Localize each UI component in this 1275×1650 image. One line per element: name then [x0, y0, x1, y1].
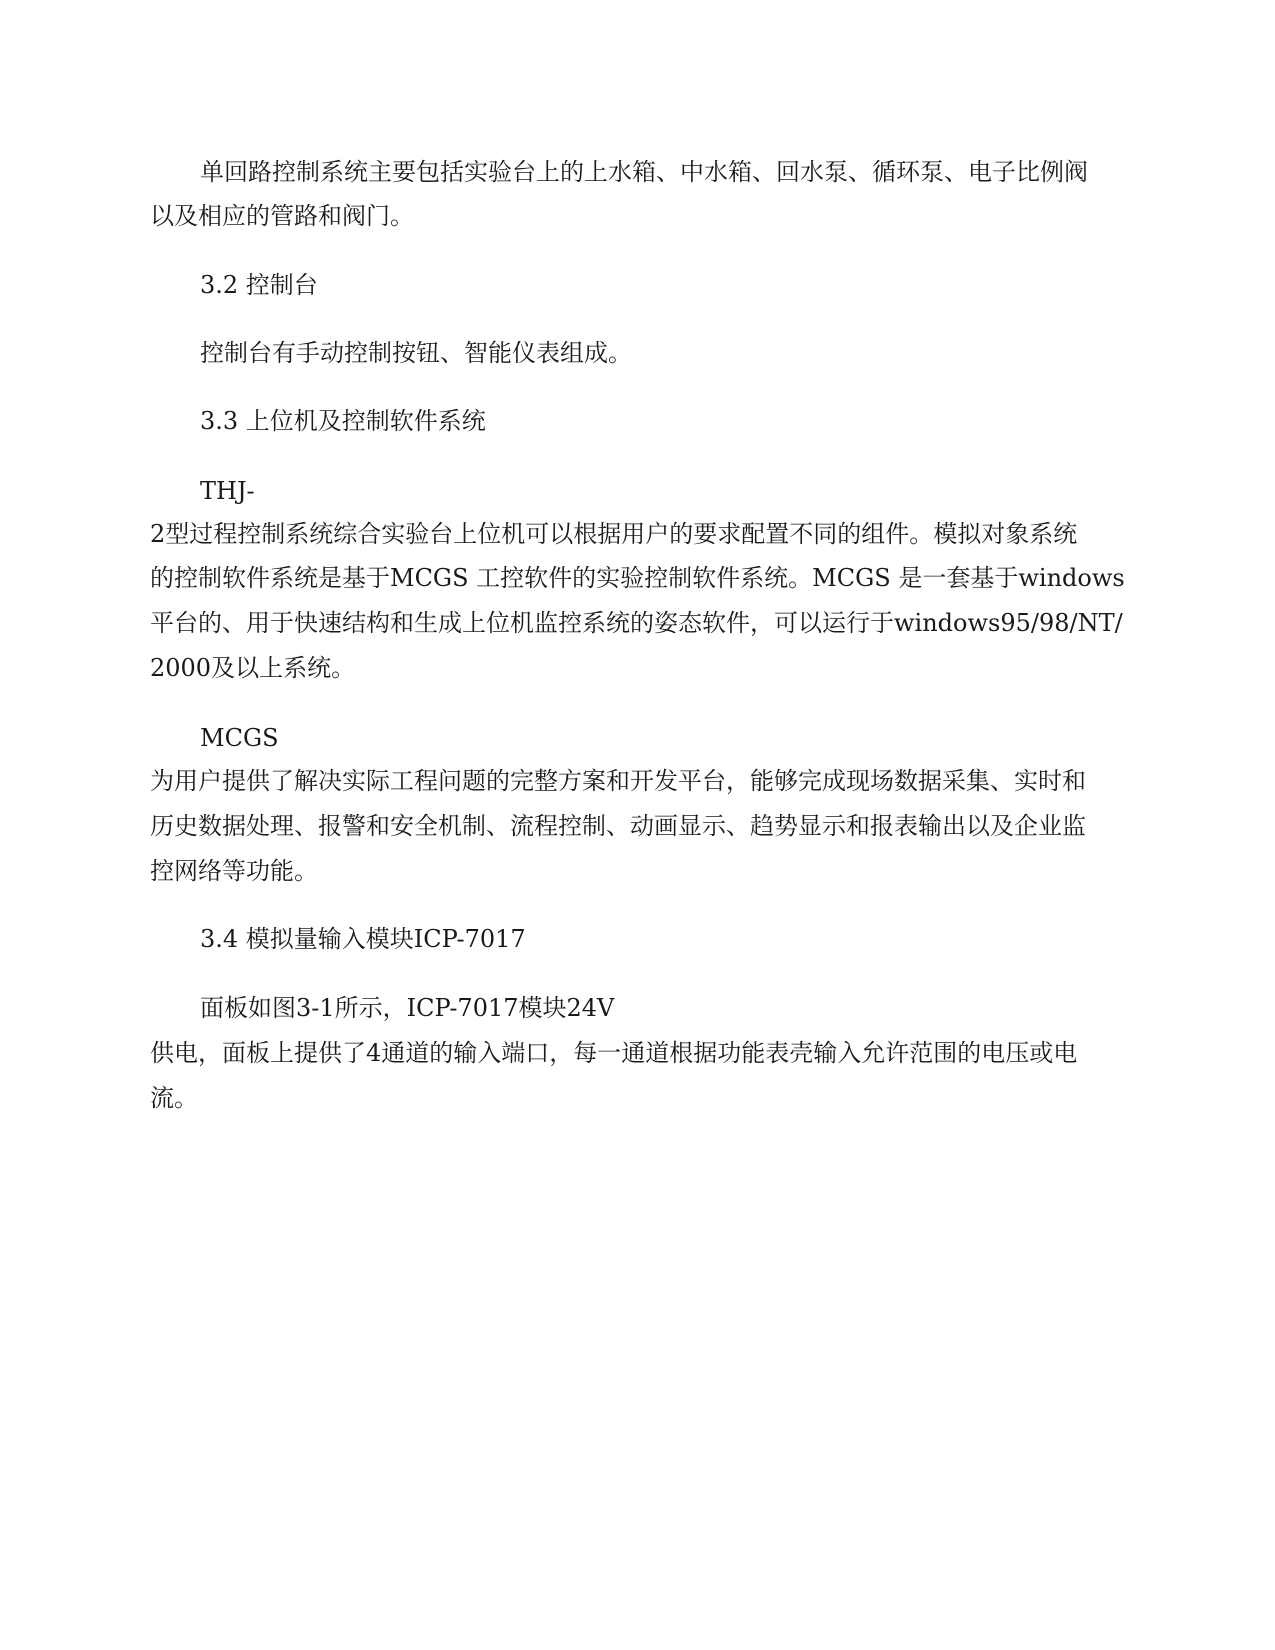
paragraph-intro-line-2: 以及相应的管路和阀门。 — [150, 202, 414, 230]
paragraph-intro-line-1: 单回路控制系统主要包括实验台上的上水箱、中水箱、回水泵、循环泵、电子比例阀 — [200, 158, 1088, 186]
paragraph-software-line-2: 2型过程控制系统综合实验台上位机可以根据用户的要求配置不同的组件。模拟对象系统 — [150, 520, 1078, 548]
paragraph-mcgs-line-1: MCGS — [200, 724, 279, 752]
section-heading-3-2: 3.2 控制台 — [200, 271, 318, 299]
paragraph-software-line-1: THJ- — [200, 477, 255, 505]
paragraph-software-line-5: 2000及以上系统。 — [150, 654, 356, 682]
paragraph-module-line-3: 流。 — [150, 1084, 198, 1112]
section-heading-3-3: 3.3 上位机及控制软件系统 — [200, 407, 486, 435]
paragraph-mcgs-line-3: 历史数据处理、报警和安全机制、流程控制、动画显示、趋势显示和报表输出以及企业监 — [150, 812, 1086, 840]
paragraph-software-line-4: 平台的、用于快速结构和生成上位机监控系统的姿态软件，可以运行于windows95/98/NT/ — [150, 609, 1123, 637]
paragraph-module-line-1: 面板如图3-1所示，ICP-7017模块24V — [200, 994, 615, 1022]
paragraph-console: 控制台有手动控制按钮、智能仪表组成。 — [200, 339, 632, 367]
paragraph-module-line-2: 供电，面板上提供了4通道的输入端口，每一通道根据功能表壳输入允许范围的电压或电 — [150, 1039, 1078, 1067]
paragraph-mcgs-line-2: 为用户提供了解决实际工程问题的完整方案和开发平台，能够完成现场数据采集、实时和 — [150, 767, 1086, 795]
paragraph-software-line-3: 的控制软件系统是基于MCGS 工控软件的实验控制软件系统。MCGS 是一套基于windows — [150, 564, 1125, 592]
paragraph-mcgs-line-4: 控网络等功能。 — [150, 857, 318, 885]
section-heading-3-4: 3.4 模拟量输入模块ICP-7017 — [200, 925, 526, 953]
